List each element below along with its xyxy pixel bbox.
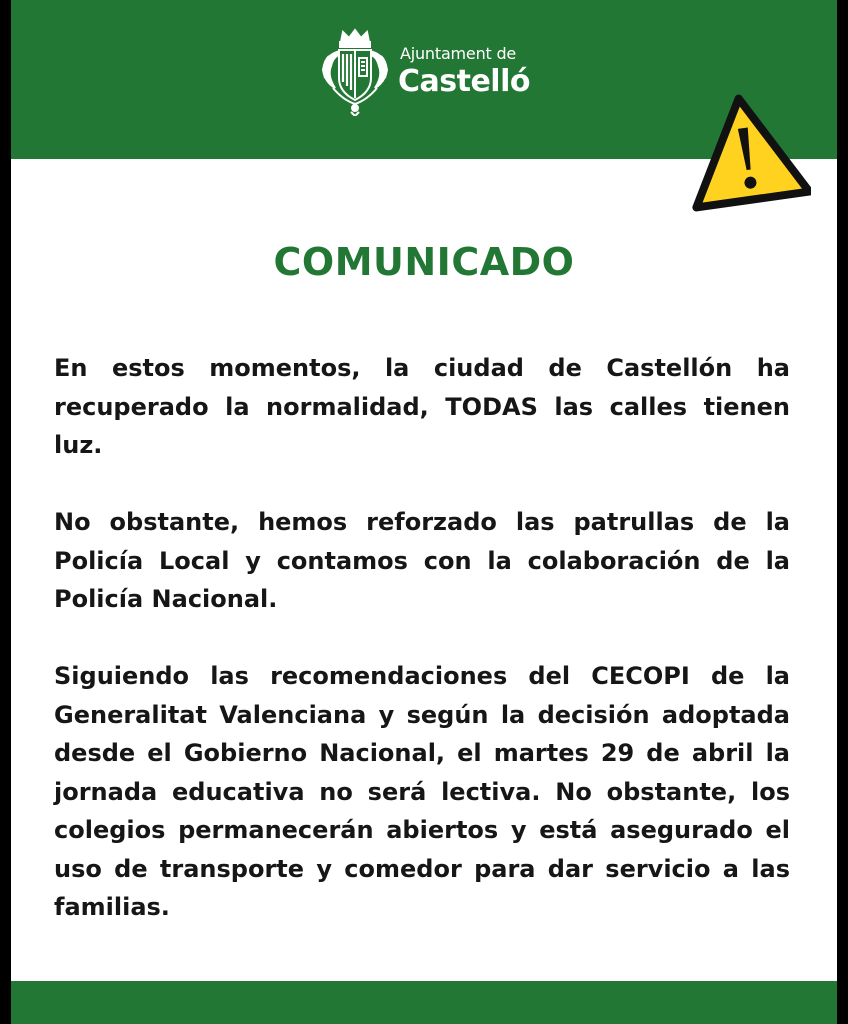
notice-card [11, 0, 837, 1024]
logo-subtitle: Ajuntament de [400, 44, 517, 63]
paragraph-3: Siguiendo las recomendaciones del CECOPI de la Generalitat Valenciana y según la decisión adoptada desde el Gobierno Nacional, el martes 29 de abril la jornada educativa no será lectiva. No obstante, los colegios permanecerán abiertos y está asegurado el uso de transporte y comedor para dar servicio a las familias. [54, 662, 790, 921]
paragraph-1: En estos momentos, la ciudad de Castellón ha recuperado la normalidad, TODAS las calles tienen luz. [54, 354, 790, 459]
paragraph-2: No obstante, hemos reforzado las patrullas de la Policía Local y contamos con la colaboración de la Policía Nacional. [54, 508, 790, 613]
logo-title: Castelló [398, 64, 530, 99]
footer-band [11, 981, 837, 1024]
coat-of-arms-icon [317, 26, 393, 116]
notice-title: COMUNICADO [273, 240, 575, 284]
city-logo [317, 26, 537, 118]
warning-triangle-icon [681, 88, 811, 214]
